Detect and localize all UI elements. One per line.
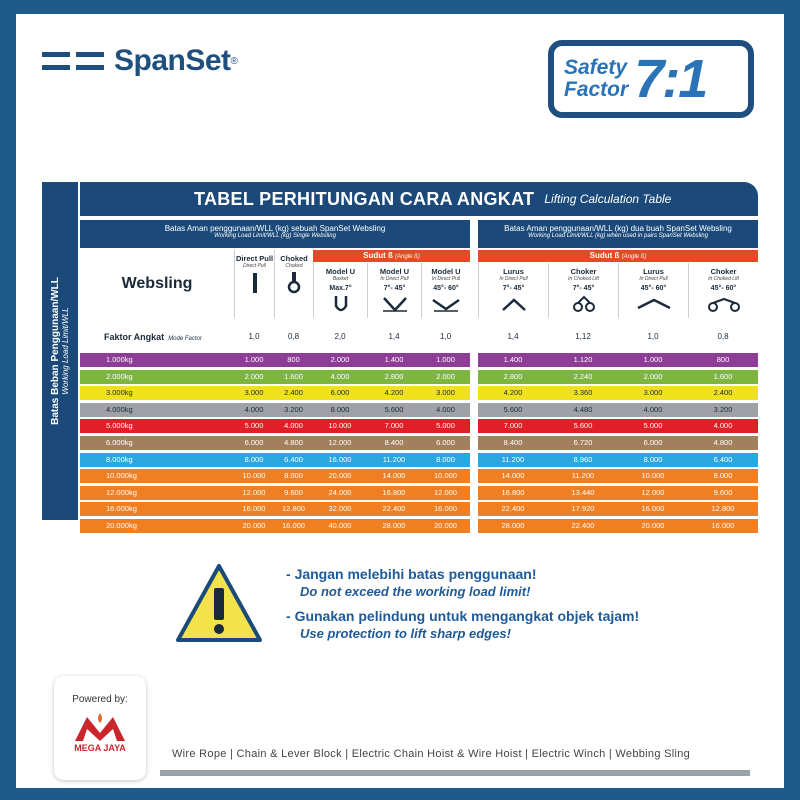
faktor-value: 2,0 — [334, 332, 346, 341]
row-cell: 12.000 — [641, 487, 665, 497]
row-cell: 6.400 — [713, 454, 733, 464]
brand-name: SpanSet — [114, 44, 231, 77]
row-cell: 4.000 — [713, 421, 733, 431]
row-cell: 1.000 — [244, 355, 264, 364]
row-cell: 12.000 — [434, 487, 457, 497]
row-cell: 7.000 — [503, 421, 523, 431]
row-cell: 4.000 — [244, 404, 264, 414]
faktor-value: 1,4 — [388, 332, 400, 341]
basket-wide-icon — [422, 294, 470, 314]
table-row — [80, 469, 758, 483]
column-angle: Max.7° — [329, 285, 352, 292]
column-header — [618, 263, 688, 318]
faktor-label-sub: Mode Factor — [168, 336, 202, 342]
row-cell: 800 — [716, 355, 730, 364]
row-cell: 7.000 — [384, 421, 404, 431]
faktor-value: 0,8 — [287, 332, 300, 341]
choked-icon — [275, 271, 313, 295]
row-cell: 5.600 — [503, 404, 523, 414]
row-cell: 22.400 — [382, 504, 406, 514]
row-cell: 16.800 — [382, 487, 406, 497]
faktor-value: 1,4 — [507, 332, 519, 341]
powered-by-label: Powered by: — [72, 694, 128, 705]
pair-choker-wide-icon — [689, 294, 758, 314]
powered-by-company: MEGA JAYA — [74, 743, 126, 753]
row-cell: 3.360 — [573, 388, 593, 398]
row-cell: 16.000 — [641, 504, 665, 514]
row-cell: 22.400 — [571, 521, 595, 530]
row-cell: 5.000 — [244, 421, 264, 431]
row-wll: 16.000kg — [106, 504, 137, 514]
column-title: Choked — [280, 254, 308, 263]
row-cell: 4.000 — [330, 371, 350, 381]
row-cell: 10.000 — [242, 471, 266, 481]
row-cell: 11.200 — [571, 471, 595, 481]
row-cell: 3.000 — [643, 388, 663, 398]
column-subtitle: In Choked Lift — [568, 276, 599, 282]
column-header — [313, 263, 367, 318]
row-cell: 8.000 — [643, 454, 663, 464]
row-cell: 10.000 — [434, 471, 457, 481]
row-cell: 2.240 — [573, 371, 593, 381]
badge-ratio: 7:1 — [634, 49, 707, 109]
row-cell: 6.720 — [573, 438, 593, 447]
row-cell: 5.600 — [384, 404, 404, 414]
row-cell: 5.000 — [643, 421, 663, 431]
row-cell: 4.800 — [284, 438, 303, 447]
row-cell: 12.800 — [282, 504, 305, 514]
column-header — [688, 263, 758, 318]
column-subtitle: Direct Pull — [243, 263, 266, 269]
row-wll: 2.000kg — [106, 371, 133, 381]
column-title: Lurus — [503, 267, 524, 276]
row-cell: 20.000 — [328, 471, 352, 481]
row-cell: 20.000 — [242, 521, 266, 530]
column-subtitle: In Direct Pull — [639, 276, 668, 282]
sudut-right-sub: (Angle ß) — [621, 254, 647, 260]
table-row — [80, 403, 758, 417]
row-cell: 28.000 — [501, 521, 525, 530]
row-cell: 4.000 — [643, 404, 663, 414]
row-cell: 10.000 — [328, 421, 352, 431]
row-cell: 3.000 — [436, 388, 455, 398]
row-cell: 2.000 — [244, 371, 264, 381]
basket-u-icon — [314, 294, 367, 314]
row-cell: 12.000 — [242, 487, 266, 497]
row-cell: 5.000 — [436, 421, 455, 431]
sudut-left-label: Sudut ß — [363, 251, 393, 260]
column-header — [478, 263, 548, 318]
pair-header-line2: Working Load Limit/WLL (kg) when used in pairs SpanSet Websling — [528, 233, 708, 239]
row-cell: 4.200 — [384, 388, 404, 398]
row-cell: 12.800 — [711, 504, 735, 514]
column-angle: 45°- 60° — [710, 285, 737, 292]
table-row — [80, 519, 758, 533]
table-row — [80, 453, 758, 467]
row-cell: 16.000 — [328, 454, 352, 464]
powered-by-box — [54, 676, 146, 780]
row-cell: 2.000 — [643, 371, 663, 381]
warning-1-en: Do not exceed the working load limit! — [300, 584, 531, 599]
warning-2-id: - Gunakan pelindung untuk mengangkat objek tajam! — [286, 608, 640, 624]
row-wll: 5.000kg — [106, 421, 133, 431]
row-cell: 1.120 — [573, 355, 593, 364]
row-wll: 4.000kg — [106, 404, 133, 414]
column-title: Model U — [325, 267, 356, 276]
sudut-right-label: Sudut ß — [589, 251, 620, 260]
table-row — [80, 502, 758, 516]
row-cell: 1.600 — [284, 371, 303, 381]
single-websling-header — [80, 220, 470, 248]
column-title: Direct Pull — [235, 254, 274, 263]
row-cell: 2.000 — [436, 371, 455, 381]
row-wll: 3.000kg — [106, 388, 133, 398]
row-cell: 11.200 — [382, 454, 406, 464]
warning-1-id: - Jangan melebihi batas penggunaan! — [286, 566, 537, 582]
row-cell: 9.600 — [713, 487, 733, 497]
row-cell: 16.000 — [242, 504, 266, 514]
column-header — [421, 263, 470, 318]
row-cell: 4.000 — [436, 404, 455, 414]
mega-jaya-logo-icon — [73, 711, 127, 743]
table-row — [80, 436, 758, 450]
row-cell: 4.800 — [713, 438, 733, 447]
row-cell: 6.400 — [284, 454, 303, 464]
faktor-value: 1,0 — [439, 332, 452, 341]
row-cell: 10.000 — [641, 471, 665, 481]
faktor-label — [104, 332, 202, 342]
row-wll: 12.000kg — [106, 487, 137, 497]
brand-reg-mark: ® — [230, 55, 238, 67]
sudut-right-band — [478, 250, 758, 262]
row-cell: 5.600 — [573, 421, 593, 431]
row-cell: 11.200 — [501, 454, 525, 464]
warning-2-en: Use protection to lift sharp edges! — [300, 626, 511, 641]
badge-line1: Safety — [564, 56, 628, 79]
column-header — [548, 263, 618, 318]
column-header — [274, 250, 313, 318]
row-cell: 4.000 — [284, 421, 303, 431]
faktor-value: 1,0 — [248, 332, 260, 341]
row-cell: 8.960 — [573, 454, 593, 464]
sudut-left-band — [313, 250, 470, 262]
side-label-line2: Working Load Limit/WLL — [61, 307, 70, 395]
table-row — [80, 386, 758, 400]
faktor-label-text: Faktor Angkat — [104, 332, 165, 342]
row-cell: 17.920 — [571, 504, 595, 514]
column-header — [367, 263, 421, 318]
faktor-value: 1,0 — [647, 332, 659, 341]
row-cell: 24.000 — [328, 487, 352, 497]
row-cell: 8.000 — [284, 471, 303, 481]
table-subtitle: Lifting Calculation Table — [544, 192, 672, 206]
single-header-line1: Batas Aman penggunaan/WLL (kg) sebuah SpanSet Websling — [164, 224, 386, 233]
column-title: Lurus — [643, 267, 664, 276]
row-cell: 8.000 — [436, 454, 455, 464]
row-cell: 8.400 — [503, 438, 523, 447]
column-angle: 45°- 60° — [640, 285, 667, 292]
pair-direct-wide-icon — [619, 294, 688, 314]
row-cell: 8.000 — [713, 471, 733, 481]
logo-bars-icon — [42, 52, 104, 70]
spanset-logo — [42, 44, 238, 78]
row-wll: 8.000kg — [106, 454, 133, 464]
column-header — [234, 250, 274, 318]
row-cell: 1.000 — [643, 355, 663, 364]
table-row — [80, 370, 758, 384]
row-cell: 32.000 — [328, 504, 352, 514]
table-title: TABEL PERHITUNGAN CARA ANGKAT — [194, 188, 535, 209]
row-cell: 8.000 — [330, 404, 350, 414]
column-angle: 7°- 45° — [383, 285, 406, 292]
row-cell: 2.800 — [503, 371, 523, 381]
row-cell: 2.000 — [330, 355, 350, 364]
basket-angle-icon — [368, 294, 421, 314]
row-cell: 9.600 — [284, 487, 303, 497]
table-row — [80, 419, 758, 433]
row-cell: 20.000 — [434, 521, 457, 530]
content-card — [16, 14, 784, 788]
row-cell: 1.000 — [436, 355, 455, 364]
websling-label: Websling — [121, 275, 193, 292]
row-cell: 2.800 — [384, 371, 404, 381]
row-cell: 12.000 — [328, 438, 352, 447]
row-cell: 16.000 — [434, 504, 457, 514]
row-cell: 1.400 — [384, 355, 404, 364]
pair-websling-header — [478, 220, 758, 248]
side-label — [42, 182, 78, 520]
row-cell: 800 — [287, 355, 300, 364]
row-cell: 22.400 — [501, 504, 525, 514]
row-cell: 2.400 — [713, 388, 733, 398]
bottom-scroll-bar — [160, 770, 750, 776]
pair-direct-icon — [479, 294, 548, 314]
direct-pull-icon — [235, 271, 274, 295]
faktor-value: 0,8 — [717, 332, 729, 341]
row-cell: 3.000 — [244, 388, 264, 398]
single-header-line2: Working Load Limit/WLL (kg) Single Websling — [214, 233, 336, 239]
row-cell: 6.000 — [436, 438, 455, 447]
safety-factor-badge — [548, 40, 754, 118]
row-wll: 20.000kg — [106, 521, 137, 530]
column-title: Choker — [570, 267, 597, 276]
pair-header-line1: Batas Aman penggunaan/WLL (kg) dua buah SpanSet Websling — [504, 224, 732, 233]
row-cell: 16.800 — [501, 487, 525, 497]
pair-choker-icon — [549, 294, 618, 314]
column-title: Choker — [710, 267, 737, 276]
faktor-value: 1,12 — [575, 332, 591, 341]
row-cell: 3.200 — [284, 404, 303, 414]
row-cell: 16.000 — [711, 521, 735, 530]
column-subtitle: In Direct Pull — [380, 276, 409, 282]
row-cell: 28.000 — [382, 521, 406, 530]
row-cell: 3.200 — [713, 404, 733, 414]
row-cell: 16.000 — [282, 521, 305, 530]
row-cell: 14.000 — [382, 471, 406, 481]
row-cell: 8.400 — [384, 438, 404, 447]
column-angle: 7°- 45° — [502, 285, 525, 292]
row-wll: 1.000kg — [106, 355, 133, 364]
row-cell: 40.000 — [328, 521, 352, 530]
column-title: Model U — [431, 267, 461, 276]
side-label-line1: Batas Beban Penggunaan/WLL — [50, 277, 61, 425]
table-row — [80, 353, 758, 367]
table-row — [80, 486, 758, 500]
badge-line2: Factor — [564, 78, 629, 101]
row-wll: 6.000kg — [106, 438, 133, 447]
row-cell: 1.400 — [503, 355, 523, 364]
row-cell: 6.000 — [244, 438, 264, 447]
warning-icon — [174, 562, 264, 644]
column-angle: 7°- 45° — [572, 285, 595, 292]
column-subtitle: Choked — [285, 263, 303, 269]
column-subtitle: In Direct Pull — [499, 276, 528, 282]
row-cell: 4.200 — [503, 388, 523, 398]
column-subtitle: Basket — [332, 276, 349, 282]
footer-product-list: Wire Rope | Chain & Lever Block | Electric Chain Hoist & Wire Hoist | Electric Winch | Webbing Sling — [172, 748, 691, 760]
column-subtitle: In Direct Pull — [431, 276, 461, 282]
row-cell: 6.000 — [643, 438, 663, 447]
row-cell: 14.000 — [501, 471, 525, 481]
row-cell: 6.000 — [330, 388, 350, 398]
row-wll: 10.000kg — [106, 471, 137, 481]
row-cell: 1.600 — [713, 371, 733, 381]
row-cell: 8.000 — [244, 454, 264, 464]
sudut-left-sub: (Angle ß) — [395, 254, 420, 260]
column-subtitle: In Choked Lift — [708, 276, 739, 282]
row-cell: 20.000 — [641, 521, 665, 530]
column-angle: 45°- 60° — [433, 285, 459, 292]
column-title: Model U — [379, 267, 410, 276]
table-title-bar — [80, 182, 758, 216]
row-cell: 13.440 — [571, 487, 595, 497]
row-cell: 4.480 — [573, 404, 593, 414]
row-cell: 2.400 — [284, 388, 303, 398]
